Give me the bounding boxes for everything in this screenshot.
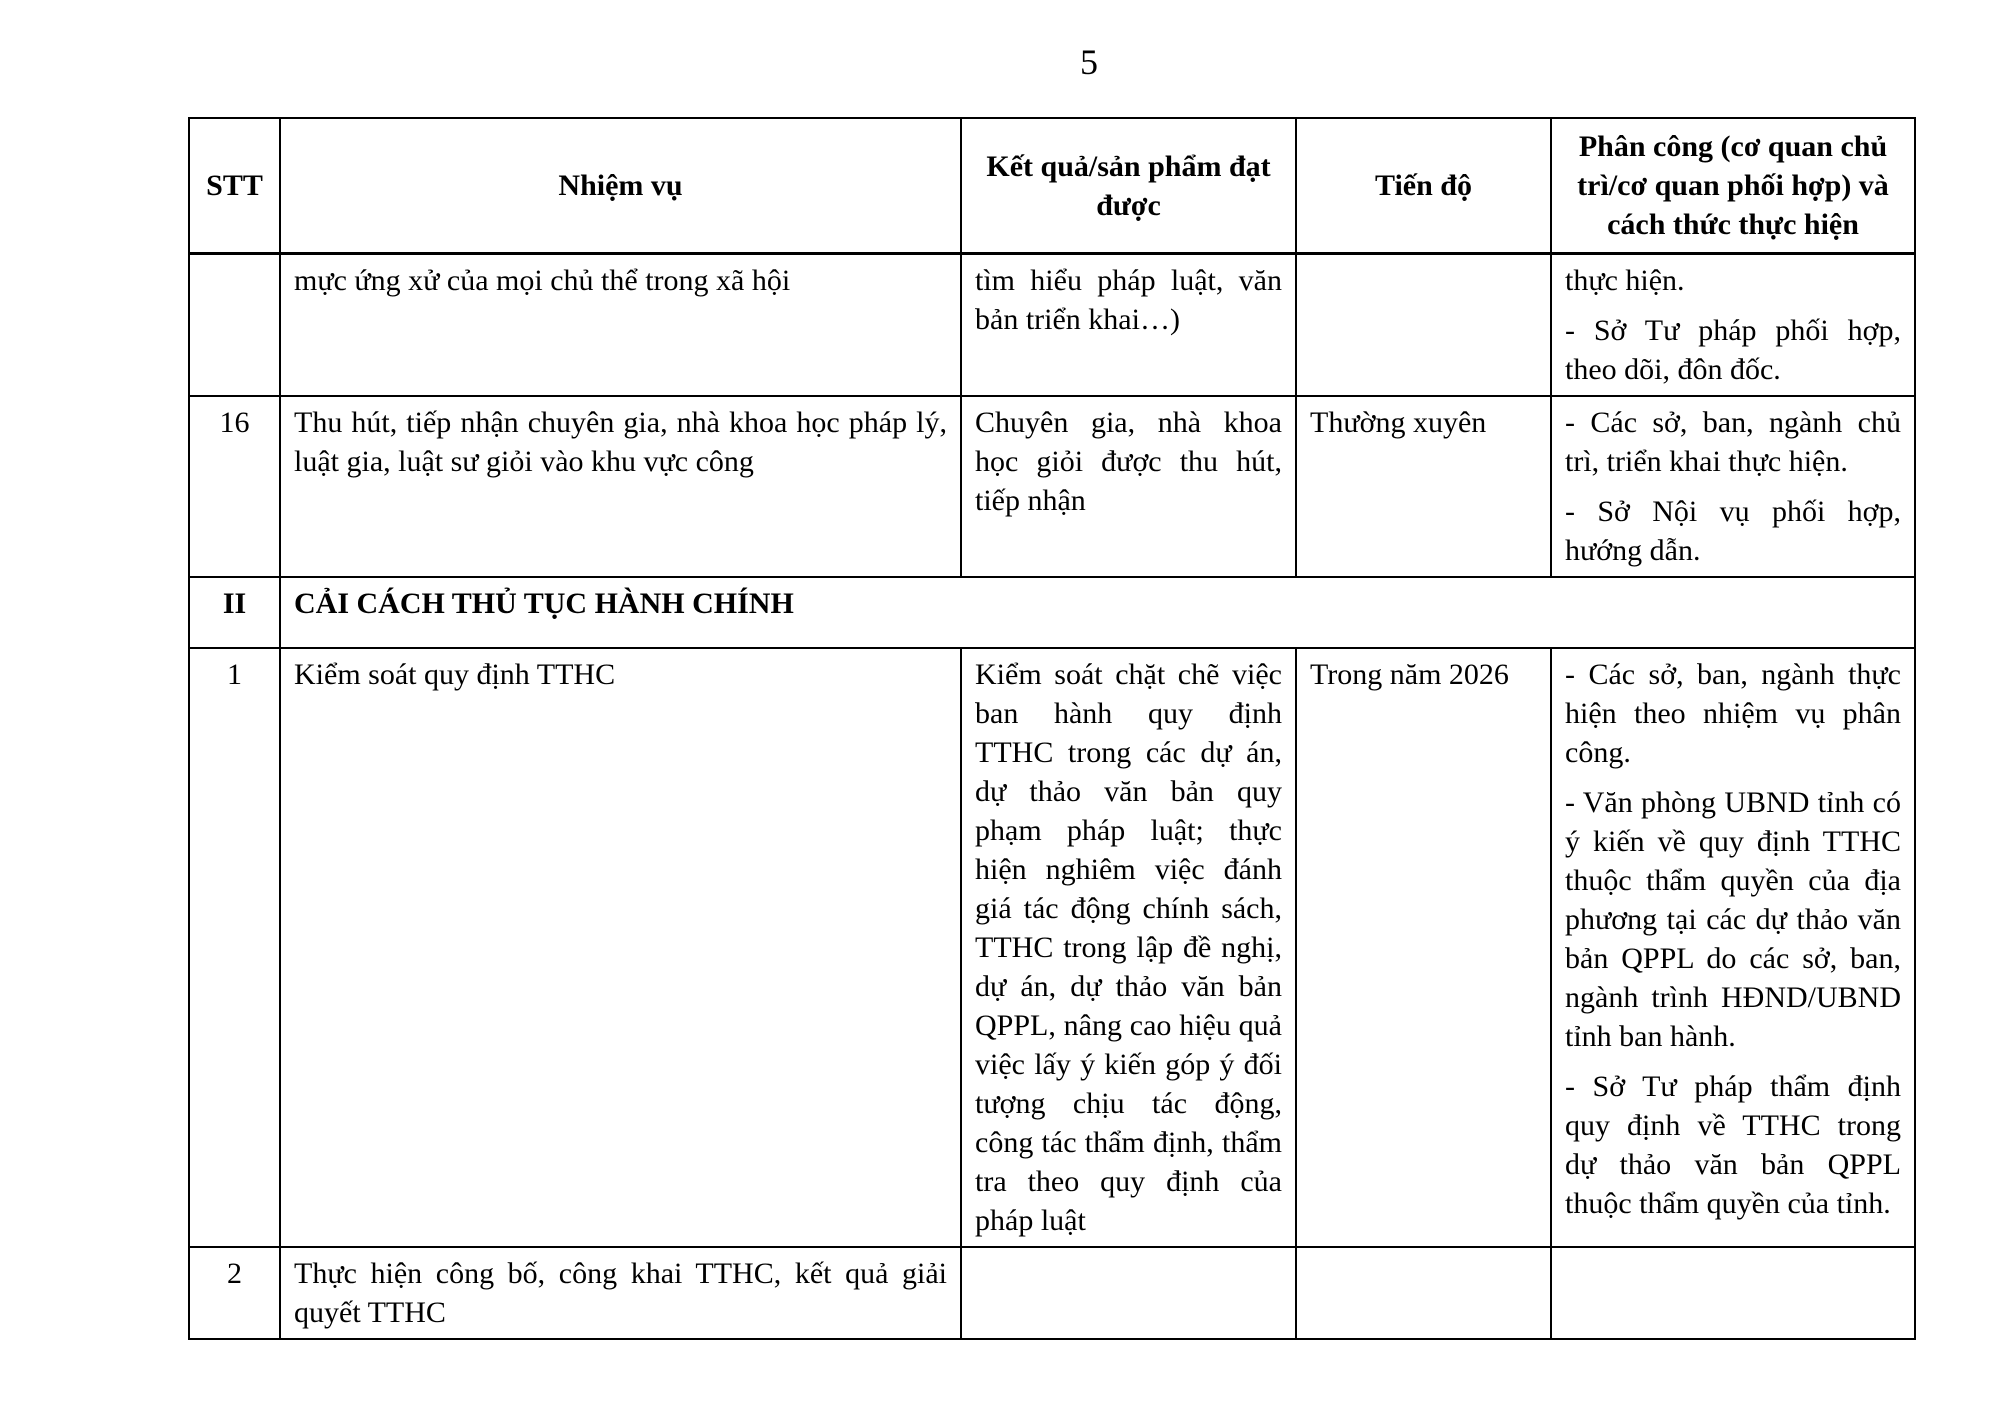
cell-ket-qua <box>961 1247 1296 1339</box>
paragraph: - Các sở, ban, ngành chủ trì, triển khai thực hiện. <box>1565 406 1901 478</box>
table-row-2 <box>189 1247 1915 1339</box>
cell-stt: 2 <box>189 1247 280 1339</box>
cell-phan-cong <box>1551 648 1915 1247</box>
cell-nhiem-vu: Thực hiện công bố, công khai TTHC, kết quả giải quyết TTHC <box>280 1247 961 1339</box>
cell-ket-qua: Kiểm soát chặt chẽ việc ban hành quy định TTHC trong các dự án, dự thảo văn bản quy phạm pháp luật; thực hiện nghiêm việc đánh giá tác động chính sách, TTHC trong lập đề nghị, dự án, dự thảo văn bản QPPL, nâng cao hiệu quả việc lấy ý kiến góp ý đối tượng chịu tác động, công tác thẩm định, thẩm tra theo quy định của pháp luật <box>961 648 1296 1247</box>
page-number: 5 <box>1080 42 1098 82</box>
cell-tien-do: Trong năm 2026 <box>1296 648 1551 1247</box>
table-row-16 <box>189 396 1915 577</box>
cell-stt: 1 <box>189 648 280 1247</box>
header-stt: STT <box>189 118 280 254</box>
cell-tien-do <box>1296 254 1551 397</box>
cell-phan-cong <box>1551 254 1915 397</box>
cell-nhiem-vu: Thu hút, tiếp nhận chuyên gia, nhà khoa học pháp lý, luật gia, luật sư giỏi vào khu vực công <box>280 396 961 577</box>
paragraph: - Sở Tư pháp thẩm định quy định về TTHC trong dự thảo văn bản QPPL thuộc thẩm quyền của tỉnh. <box>1565 1070 1901 1220</box>
section-row-ii <box>189 577 1915 648</box>
paragraph: - Sở Tư pháp phối hợp, theo dõi, đôn đốc. <box>1565 314 1901 386</box>
cell-phan-cong <box>1551 396 1915 577</box>
cell-nhiem-vu: mực ứng xử của mọi chủ thể trong xã hội <box>280 254 961 397</box>
cell-tien-do: Thường xuyên <box>1296 396 1551 577</box>
cell-ket-qua: tìm hiểu pháp luật, văn bản triển khai…) <box>961 254 1296 397</box>
cell-phan-cong <box>1551 1247 1915 1339</box>
header-row <box>189 118 1915 254</box>
cell-stt <box>189 254 280 397</box>
header-ket-qua: Kết quả/sản phẩm đạt được <box>961 118 1296 254</box>
cell-stt: 16 <box>189 396 280 577</box>
plan-table <box>188 117 1916 1340</box>
cell-nhiem-vu: Kiểm soát quy định TTHC <box>280 648 961 1247</box>
paragraph: - Văn phòng UBND tỉnh có ý kiến về quy định TTHC thuộc thẩm quyền của địa phương tại các dự thảo văn bản QPPL do các sở, ban, ngành trình HĐND/UBND tỉnh ban hành. <box>1565 786 1901 1053</box>
paragraph: - Các sở, ban, ngành thực hiện theo nhiệm vụ phân công. <box>1565 658 1901 769</box>
cell-ket-qua: Chuyên gia, nhà khoa học giỏi được thu hút, tiếp nhận <box>961 396 1296 577</box>
section-title: CẢI CÁCH THỦ TỤC HÀNH CHÍNH <box>280 577 1915 648</box>
paragraph: - Sở Nội vụ phối hợp, hướng dẫn. <box>1565 495 1901 567</box>
cell-section-stt: II <box>189 577 280 648</box>
paragraph: thực hiện. <box>1565 264 1685 297</box>
table-row-1 <box>189 648 1915 1247</box>
header-tien-do: Tiến độ <box>1296 118 1551 254</box>
cell-tien-do <box>1296 1247 1551 1339</box>
header-nhiem-vu: Nhiệm vụ <box>280 118 961 254</box>
header-phan-cong: Phân công (cơ quan chủ trì/cơ quan phối hợp) và cách thức thực hiện <box>1551 118 1915 254</box>
table-row-continuation <box>189 254 1915 397</box>
